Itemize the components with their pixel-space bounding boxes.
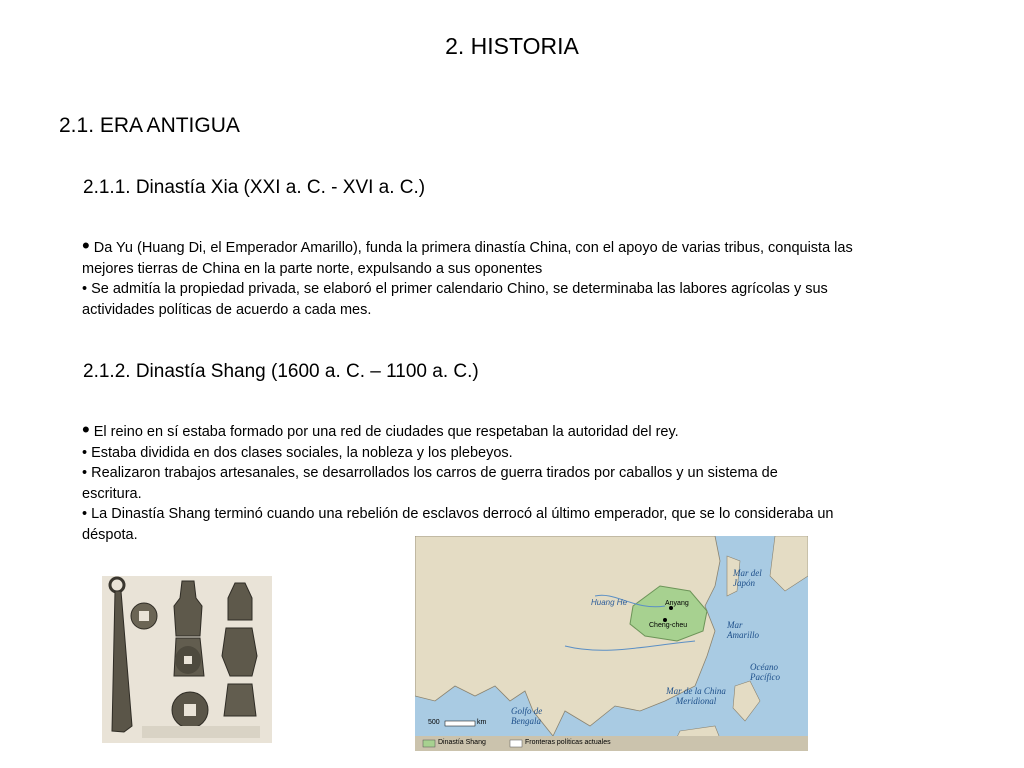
- shang-paragraph: [82, 417, 922, 545]
- shang-line: • La Dinastía Shang terminó cuando una rebelión de esclavos derrocó al último emperador, que se lo consideraba un: [82, 506, 834, 522]
- xia-line: [82, 233, 922, 259]
- map-label-mar-china: Mar de la China Meridional: [666, 686, 726, 706]
- bullet-marker: •: [82, 233, 90, 258]
- map-label-oceano-pacifico: Océano Pacífico: [750, 662, 780, 682]
- map-scale-unit: km: [477, 719, 487, 726]
- map-label-anyang: Anyang: [665, 600, 689, 607]
- coins-drawing: [102, 576, 272, 743]
- slide-title: 2. HISTORIA: [445, 33, 579, 59]
- map-label-mar-japon: Mar del Japón: [733, 568, 762, 588]
- xia-text: Da Yu (Huang Di, el Emperador Amarillo), funda la primera dinastía China, con el apoyo de varias tribus, conquista las: [93, 240, 853, 256]
- map-label-huang-he: Huang He: [591, 598, 628, 607]
- shang-line: • Estaba dividida en dos clases sociales, la nobleza y los plebeyos.: [82, 444, 513, 461]
- map-legend-shang: Dinastía Shang: [438, 739, 486, 746]
- map-scale-value: 500: [428, 719, 440, 726]
- xia-heading: 2.1.1. Dinastía Xia (XXI a. C. - XVI a. C.): [83, 177, 426, 198]
- map-label-cheng-cheu: Cheng-cheu: [649, 622, 688, 629]
- xia-line: actividades políticas de acuerdo a cada mes.: [82, 301, 372, 318]
- bullet-marker: •: [82, 417, 90, 442]
- map-label-mar-amarillo: Mar Amarillo: [727, 620, 760, 640]
- map-legend-borders: Fronteras políticas actuales: [525, 739, 611, 746]
- xia-line: mejores tierras de China en la parte norte, expulsando a sus oponentes: [82, 260, 543, 277]
- xia-line: • Se admitía la propiedad privada, se elaboró el primer calendario Chino, se determinaba las labores agrícolas y sus: [82, 281, 828, 297]
- section-heading: 2.1. ERA ANTIGUA: [59, 114, 240, 137]
- shang-line: [82, 417, 922, 443]
- shang-line: escritura.: [82, 485, 142, 502]
- shang-line: déspota.: [82, 526, 138, 543]
- china-map-image: [415, 536, 808, 751]
- xia-paragraph: [82, 233, 922, 320]
- map-label-golfo-bengala: Golfo de Bengala: [511, 706, 543, 726]
- shang-heading: 2.1.2. Dinastía Shang (1600 a. C. – 1100 a. C.): [83, 361, 479, 382]
- shang-line: • Realizaron trabajos artesanales, se desarrollados los carros de guerra tirados por caballos y un sistema de: [82, 465, 778, 481]
- ancient-coins-image: [102, 576, 272, 743]
- shang-text: El reino en sí estaba formado por una red de ciudades que respetaban la autoridad del rey.: [93, 424, 679, 440]
